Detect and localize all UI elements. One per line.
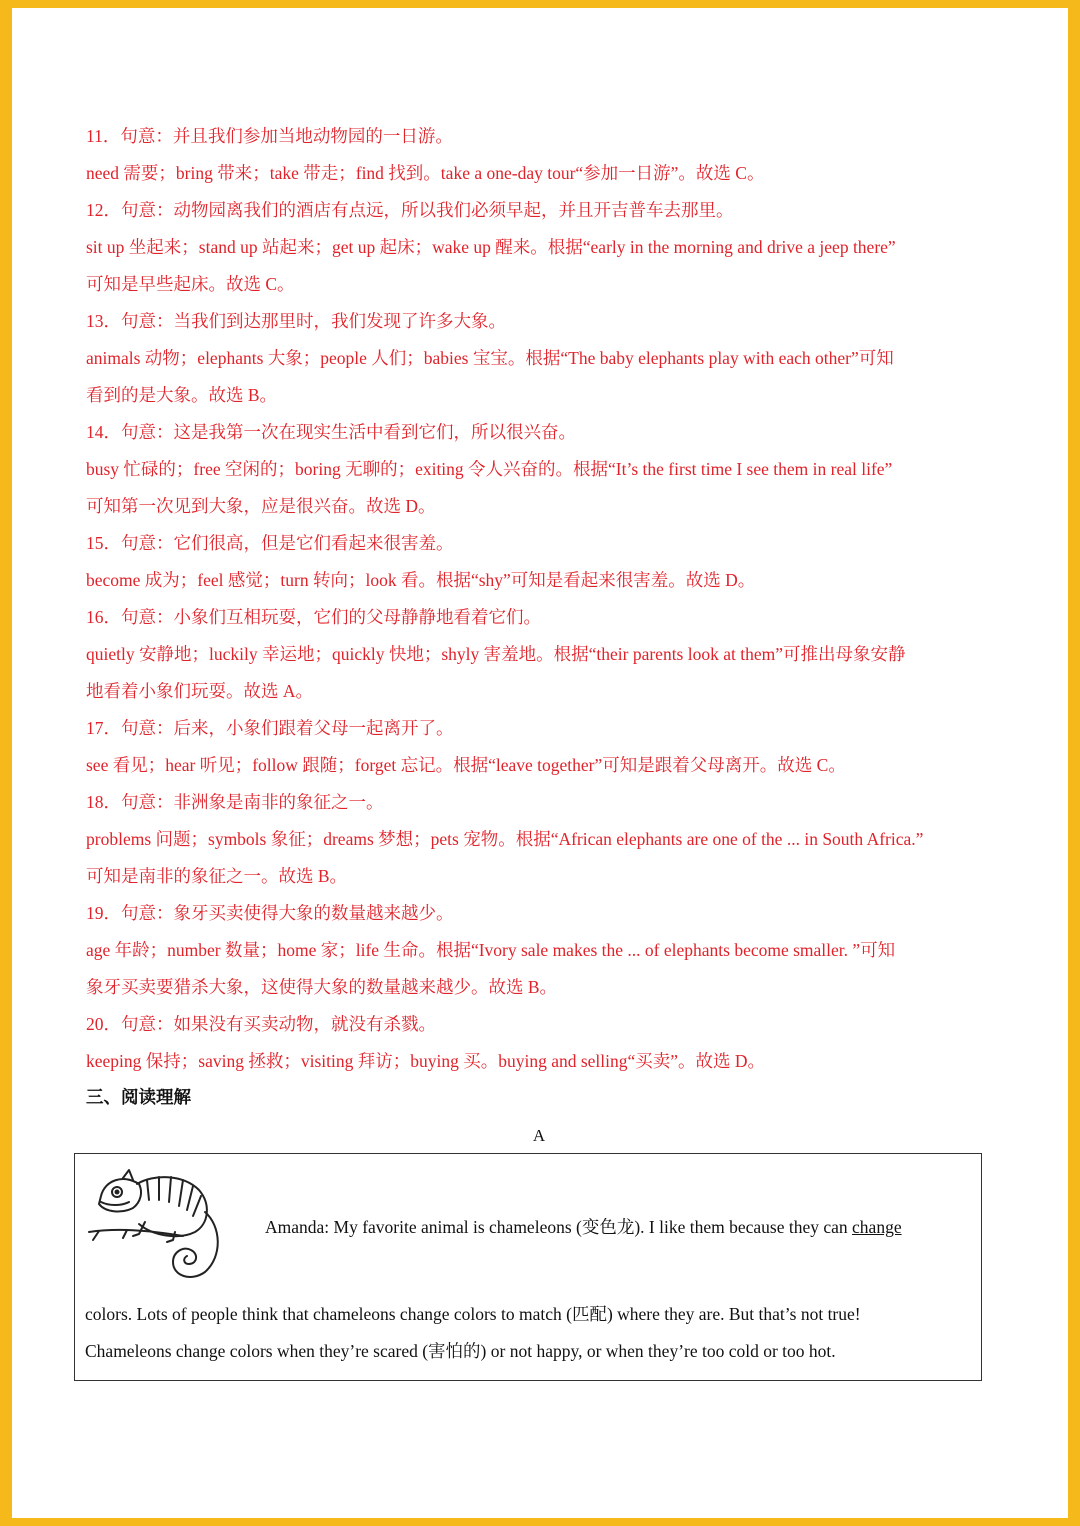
answer-line-10: busy 忙碌的；free 空闲的；boring 无聊的；exiting 令人兴奋的。根据“It’s the first time I see them in real life”	[86, 459, 893, 479]
chameleon-illustration	[87, 1166, 225, 1286]
answer-line-9: 14．句意：这是我第一次在现实生活中看到它们，所以很兴奋。	[86, 422, 576, 442]
answer-line-24: 象牙买卖要猎杀大象，这使得大象的数量越来越少。故选 B。	[86, 977, 558, 997]
answer-line-6: 13．句意：当我们到达那里时，我们发现了许多大象。	[86, 311, 506, 331]
passage-line-2: colors. Lots of people think that chameleons change colors to match (匹配) where they are. But that’s not true!	[85, 1304, 861, 1324]
answer-line-3: 12．句意：动物园离我们的酒店有点远，所以我们必须早起，并且开吉普车去那里。	[86, 200, 734, 220]
answer-line-25: 20．句意：如果没有买卖动物，就没有杀戮。	[86, 1014, 436, 1034]
answer-line-22: 19．句意：象牙买卖使得大象的数量越来越少。	[86, 903, 454, 923]
answer-line-2: need 需要；bring 带来；take 带走；find 找到。take a one-day tour“参加一日游”。故选 C。	[86, 163, 765, 183]
passage-line-3: Chameleons change colors when they’re scared (害怕的) or not happy, or when they’re too cold or too hot.	[85, 1341, 836, 1361]
reading-passage-box	[74, 1153, 982, 1381]
passage-line-1	[265, 1214, 902, 1239]
answer-line-11: 可知第一次见到大象，应是很兴奋。故选 D。	[86, 496, 436, 516]
answer-explanations	[86, 118, 986, 1154]
answer-line-16: 地看着小象们玩耍。故选 A。	[86, 681, 314, 701]
answer-line-7: animals 动物；elephants 大象；people 人们；babies 宝宝。根据“The baby elephants play with each other”可知	[86, 348, 894, 368]
answer-line-23: age 年龄；number 数量；home 家；life 生命。根据“Ivory sale makes the ... of elephants become smaller. ”可知	[86, 940, 896, 960]
answer-line-18: see 看见；hear 听见；follow 跟随；forget 忘记。根据“leave together”可知是跟着父母离开。故选 C。	[86, 755, 846, 775]
passage-label: A	[532, 1126, 546, 1145]
answer-line-19: 18．句意：非洲象是南非的象征之一。	[86, 792, 384, 812]
underlined-word: change	[852, 1217, 902, 1237]
answer-line-1: 11．句意：并且我们参加当地动物园的一日游。	[86, 126, 453, 146]
answer-line-17: 17．句意：后来，小象们跟着父母一起离开了。	[86, 718, 454, 738]
answer-line-8: 看到的是大象。故选 B。	[86, 385, 278, 405]
section-title: 三、阅读理解	[86, 1088, 191, 1108]
answer-line-21: 可知是南非的象征之一。故选 B。	[86, 866, 348, 886]
answer-line-12: 15．句意：它们很高，但是它们看起来很害羞。	[86, 533, 454, 553]
answer-line-13: become 成为；feel 感觉；turn 转向；look 看。根据“shy”可知是看起来很害羞。故选 D。	[86, 570, 756, 590]
answer-line-26: keeping 保持；saving 拯救；visiting 拜访；buying 买。buying and selling“买卖”。故选 D。	[86, 1051, 766, 1071]
answer-line-4: sit up 坐起来；stand up 站起来；get up 起床；wake up 醒来。根据“early in the morning and drive a jeep there”	[86, 237, 896, 257]
answer-line-20: problems 问题；symbols 象征；dreams 梦想；pets 宠物。根据“African elephants are one of the ... in South Africa.”	[86, 829, 924, 849]
answer-line-5: 可知是早些起床。故选 C。	[86, 274, 295, 294]
answer-line-15: quietly 安静地；luckily 幸运地；quickly 快地；shyly 害羞地。根据“their parents look at them”可推出母象安静	[86, 644, 906, 664]
answer-line-14: 16．句意：小象们互相玩耍，它们的父母静静地看着它们。	[86, 607, 541, 627]
passage-line-1-text: Amanda: My favorite animal is chameleons (变色龙). I like them because they can	[265, 1217, 853, 1237]
